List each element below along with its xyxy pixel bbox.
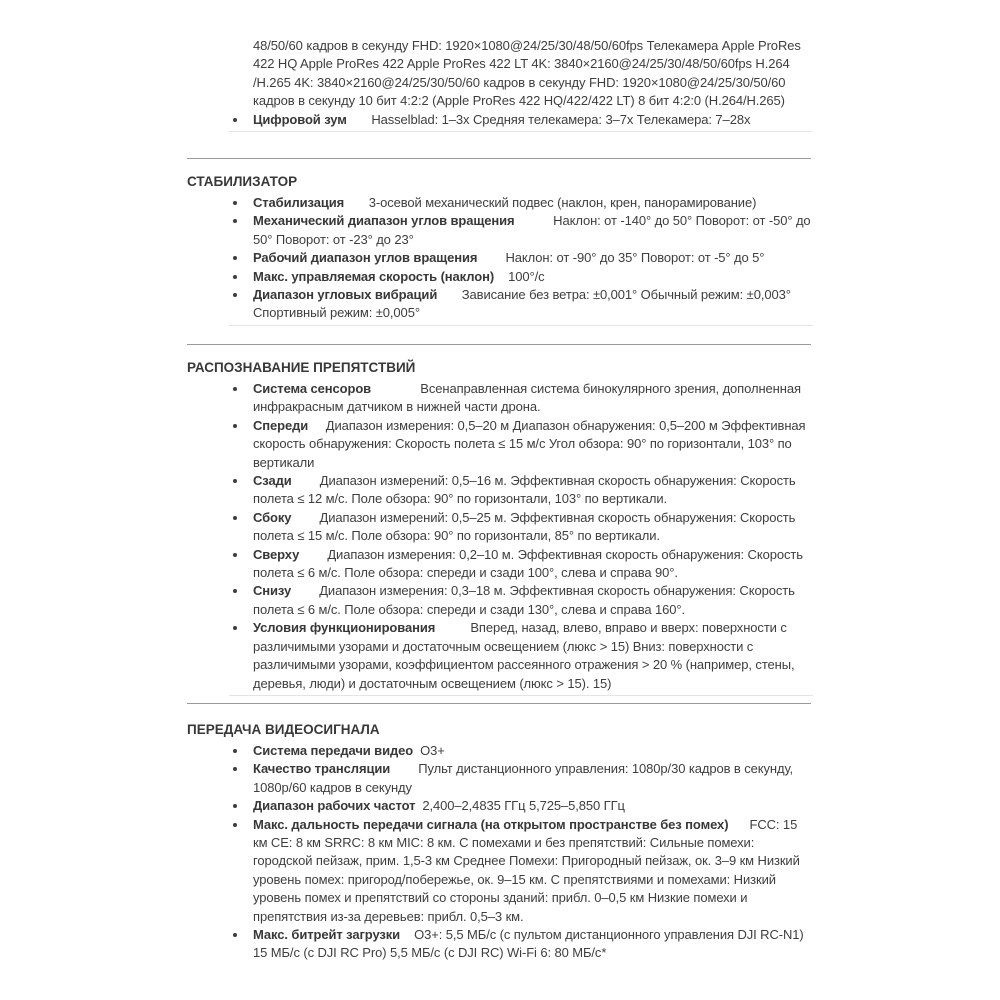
spec-label: Сзади: [253, 473, 292, 489]
spec-row: [187, 268, 813, 286]
spec-value: O3+: [413, 743, 445, 758]
section-gimbal: [187, 174, 813, 326]
spec-row-text: [253, 760, 813, 797]
spec-row: [187, 417, 813, 472]
spec-value: Диапазон измерения: 0,3–18 м. Эффективная скорость обнаружения: Скорость полета ≤ 6 м/с. Поле обзора: спереди и сзади 130°, слева и справа 160°.: [253, 583, 799, 617]
row-separator: [229, 131, 813, 132]
spec-row-text: [253, 619, 813, 693]
spec-label: Система передачи видео: [253, 743, 414, 758]
spec-row: [187, 797, 813, 815]
spec-value: Вперед, назад, влево, вправо и вверх: поверхности с различимыми узорами и достаточным освещением (люкс > 15) Вниз: поверхности с различимыми узорами, коэффициентом рассеянного отражения > 20 % (например, стены, деревья, люди) и достаточным освещением (люкс > 15). 15): [253, 620, 799, 691]
row-separator: [229, 695, 813, 696]
bullet-dot-icon: [233, 553, 237, 557]
spec-label: Макс. управляемая скорость (наклон): [253, 268, 495, 284]
bullet-dot-icon: [233, 479, 237, 483]
bullet-dot-icon: [233, 749, 237, 753]
spec-label: Цифровой зум: [253, 111, 347, 127]
spec-row: [187, 472, 813, 509]
spec-row-text: [253, 249, 813, 267]
bullet-dot-icon: [233, 118, 237, 122]
spec-value: Зависание без ветра: ±0,001° Обычный режим: ±0,003° Спортивный режим: ±0,005°: [253, 287, 795, 321]
spec-value: Наклон: от -140° до 50° Поворот: от -50° до 50° Поворот: от -23° до 23°: [253, 213, 815, 247]
spec-row-text: [253, 194, 813, 212]
section-divider: [187, 703, 811, 704]
spec-value: Наклон: от -90° до 35° Поворот: от -5° до 5°: [477, 250, 765, 266]
spec-label: Сверху: [253, 546, 300, 562]
spec-row: [187, 380, 813, 417]
spec-row-text: [253, 816, 813, 926]
bullet-dot-icon: [233, 516, 237, 520]
bullet-dot-icon: [233, 589, 237, 593]
spec-row-text: [253, 582, 813, 619]
section-camera-continued: [187, 37, 813, 132]
bullet-dot-icon: [233, 293, 237, 297]
spec-row: [187, 286, 813, 323]
bullet-dot-icon: [233, 219, 237, 223]
spec-value: Диапазон измерений: 0,5–25 м. Эффективная скорость обнаружения: Скорость полета ≤ 15 м/с. Поле обзора: 90° по горизонтали, 85° по вертикали.: [253, 509, 799, 544]
section-divider: [187, 344, 811, 345]
spec-value: FCC: 15 км CE: 8 км SRRC: 8 км MIC: 8 км. С помехами и без препятствий: Сильные помехи: городской пейзаж, прим. 1,5-3 км Среднее Помехи: Пригородный пейзаж, ок. 3–9 км Низкий уровень помех: пригород/побережье, ок. 9–15 км. С препятствиями и помехами: Низкий уровень помех и препятствий со стороны зданий: прибл. 0–0,5 км Низкие помехи и препятствия из-за деревьев: прибл. 0,5–3 км.: [253, 816, 804, 924]
spec-rows: [187, 194, 813, 323]
section-heading: РАСПОЗНАВАНИЕ ПРЕПЯТСТВИЙ: [187, 360, 416, 375]
spec-row: [187, 194, 813, 212]
spec-rows: [187, 111, 813, 129]
bullet-dot-icon: [233, 201, 237, 205]
bullet-dot-icon: [233, 256, 237, 260]
spec-value: O3+: 5,5 МБ/с (с пультом дистанционного управления DJI RC-N1) 15 МБ/с (с DJI RC Pro) 5,5 МБ/с (с DJI RC) Wi-Fi 6: 80 МБ/с*: [253, 927, 808, 961]
section-obstacle-sensing: [187, 360, 813, 696]
spec-label: Диапазон рабочих частот: [253, 798, 416, 814]
spec-row-text: [253, 380, 813, 417]
spec-value: Диапазон измерения: 0,5–20 м Диапазон обнаружения: 0,5–200 м Эффективная скорость обнаружения: Скорость полета ≤ 15 м/с Угол обзора: 90° по горизонтали, 103° по вертикали: [253, 417, 810, 470]
spec-label: Стабилизация: [253, 195, 345, 210]
bullet-dot-icon: [233, 424, 237, 428]
spec-label: Макс. дальность передачи сигнала (на открытом пространстве без помех): [253, 816, 729, 832]
spec-label: Сбоку: [253, 509, 292, 525]
spec-value: 2,400–2,4835 ГГц 5,725–5,850 ГГц: [415, 798, 625, 814]
spec-label: Диапазон угловых вибраций: [253, 287, 438, 303]
spec-label: Снизу: [253, 583, 292, 599]
bullet-dot-icon: [233, 767, 237, 771]
intro-continuation-text: 48/50/60 кадров в секунду FHD: 1920×1080@24/25/30/48/50/60fps Телекамера Apple ProRes 422 HQ Apple ProRes 422 Apple ProRes 422 LT 4K: 3840×2160@24/25/30/48/50/60fps H.264 /H.265 4K: 3840×2160@24/25/30/50/60 кадров в секунду FHD: 1920×1080@24/25/30/50/60 кадров в секунду 10 бит 4:2:2 (Apple ProRes 422 HQ/422/422 LT) 8 бит 4:2:0 (H.264/H.265): [253, 38, 805, 109]
section-heading: СТАБИЛИЗАТОР: [187, 174, 298, 189]
spec-label: Спереди: [253, 417, 309, 433]
spec-row-text: [253, 472, 813, 509]
spec-value: Диапазон измерения: 0,2–10 м. Эффективная скорость обнаружения: Скорость полета ≤ 6 м/с. Поле обзора: спереди и сзади 100°, слева и справа 90°.: [253, 546, 807, 581]
bullet-dot-icon: [233, 387, 237, 391]
row-separator: [229, 325, 813, 326]
spec-label: Механический диапазон углов вращения: [253, 213, 515, 229]
spec-row-text: [253, 111, 813, 129]
spec-rows: [187, 380, 813, 693]
spec-row: [187, 816, 813, 926]
spec-row: [187, 742, 813, 760]
spec-row: [187, 926, 813, 963]
spec-label: Условия функционирования: [253, 620, 436, 636]
spec-row-text: [253, 926, 813, 963]
spec-row-text: [253, 742, 813, 760]
spec-row-text: [253, 546, 813, 583]
spec-row: [187, 582, 813, 619]
bullet-dot-icon: [233, 804, 237, 808]
bullet-dot-icon: [233, 933, 237, 937]
section-video-transmission: [187, 722, 813, 963]
spec-row-text: [253, 212, 813, 249]
spec-label: Рабочий диапазон углов вращения: [253, 250, 478, 266]
spec-row: [187, 509, 813, 546]
spec-value: Всенаправленная система бинокулярного зрения, дополненная инфракрасным датчиком в нижней части дрона.: [253, 381, 805, 415]
spec-rows: [187, 742, 813, 963]
bullet-dot-icon: [233, 275, 237, 279]
spec-row: [187, 212, 813, 249]
spec-row: [187, 111, 813, 129]
spec-value: 100°/с: [494, 268, 545, 284]
spec-row-text: [253, 417, 813, 472]
spec-value: Диапазон измерений: 0,5–16 м. Эффективная скорость обнаружения: Скорость полета ≤ 12 м/с. Поле обзора: 90° по горизонтали, 103° по вертикали.: [253, 473, 800, 507]
spec-value: Hasselblad: 1–3x Средняя телекамера: 3–7x Телекамера: 7–28x: [346, 111, 751, 127]
spec-row-text: [253, 268, 813, 286]
section-divider: [187, 158, 811, 159]
section-heading: ПЕРЕДАЧА ВИДЕОСИГНАЛА: [187, 722, 380, 737]
spec-value: Пульт дистанционного управления: 1080p/30 кадров в секунду, 1080p/60 кадров в секунду: [253, 761, 797, 795]
spec-row: [187, 249, 813, 267]
spec-value: 3-осевой механический подвес (наклон, крен, панорамирование): [344, 195, 757, 210]
spec-row: [187, 619, 813, 693]
bullet-dot-icon: [233, 626, 237, 630]
spec-row-text: [253, 797, 813, 815]
bullet-dot-icon: [233, 823, 237, 827]
spec-row: [187, 546, 813, 583]
spec-row-text: [253, 286, 813, 323]
spec-row-text: [253, 509, 813, 546]
spec-label: Макс. битрейт загрузки: [253, 927, 401, 943]
spec-label: Качество трансляции: [253, 761, 391, 777]
spec-row: [187, 760, 813, 797]
spec-label: Система сенсоров: [253, 381, 372, 396]
